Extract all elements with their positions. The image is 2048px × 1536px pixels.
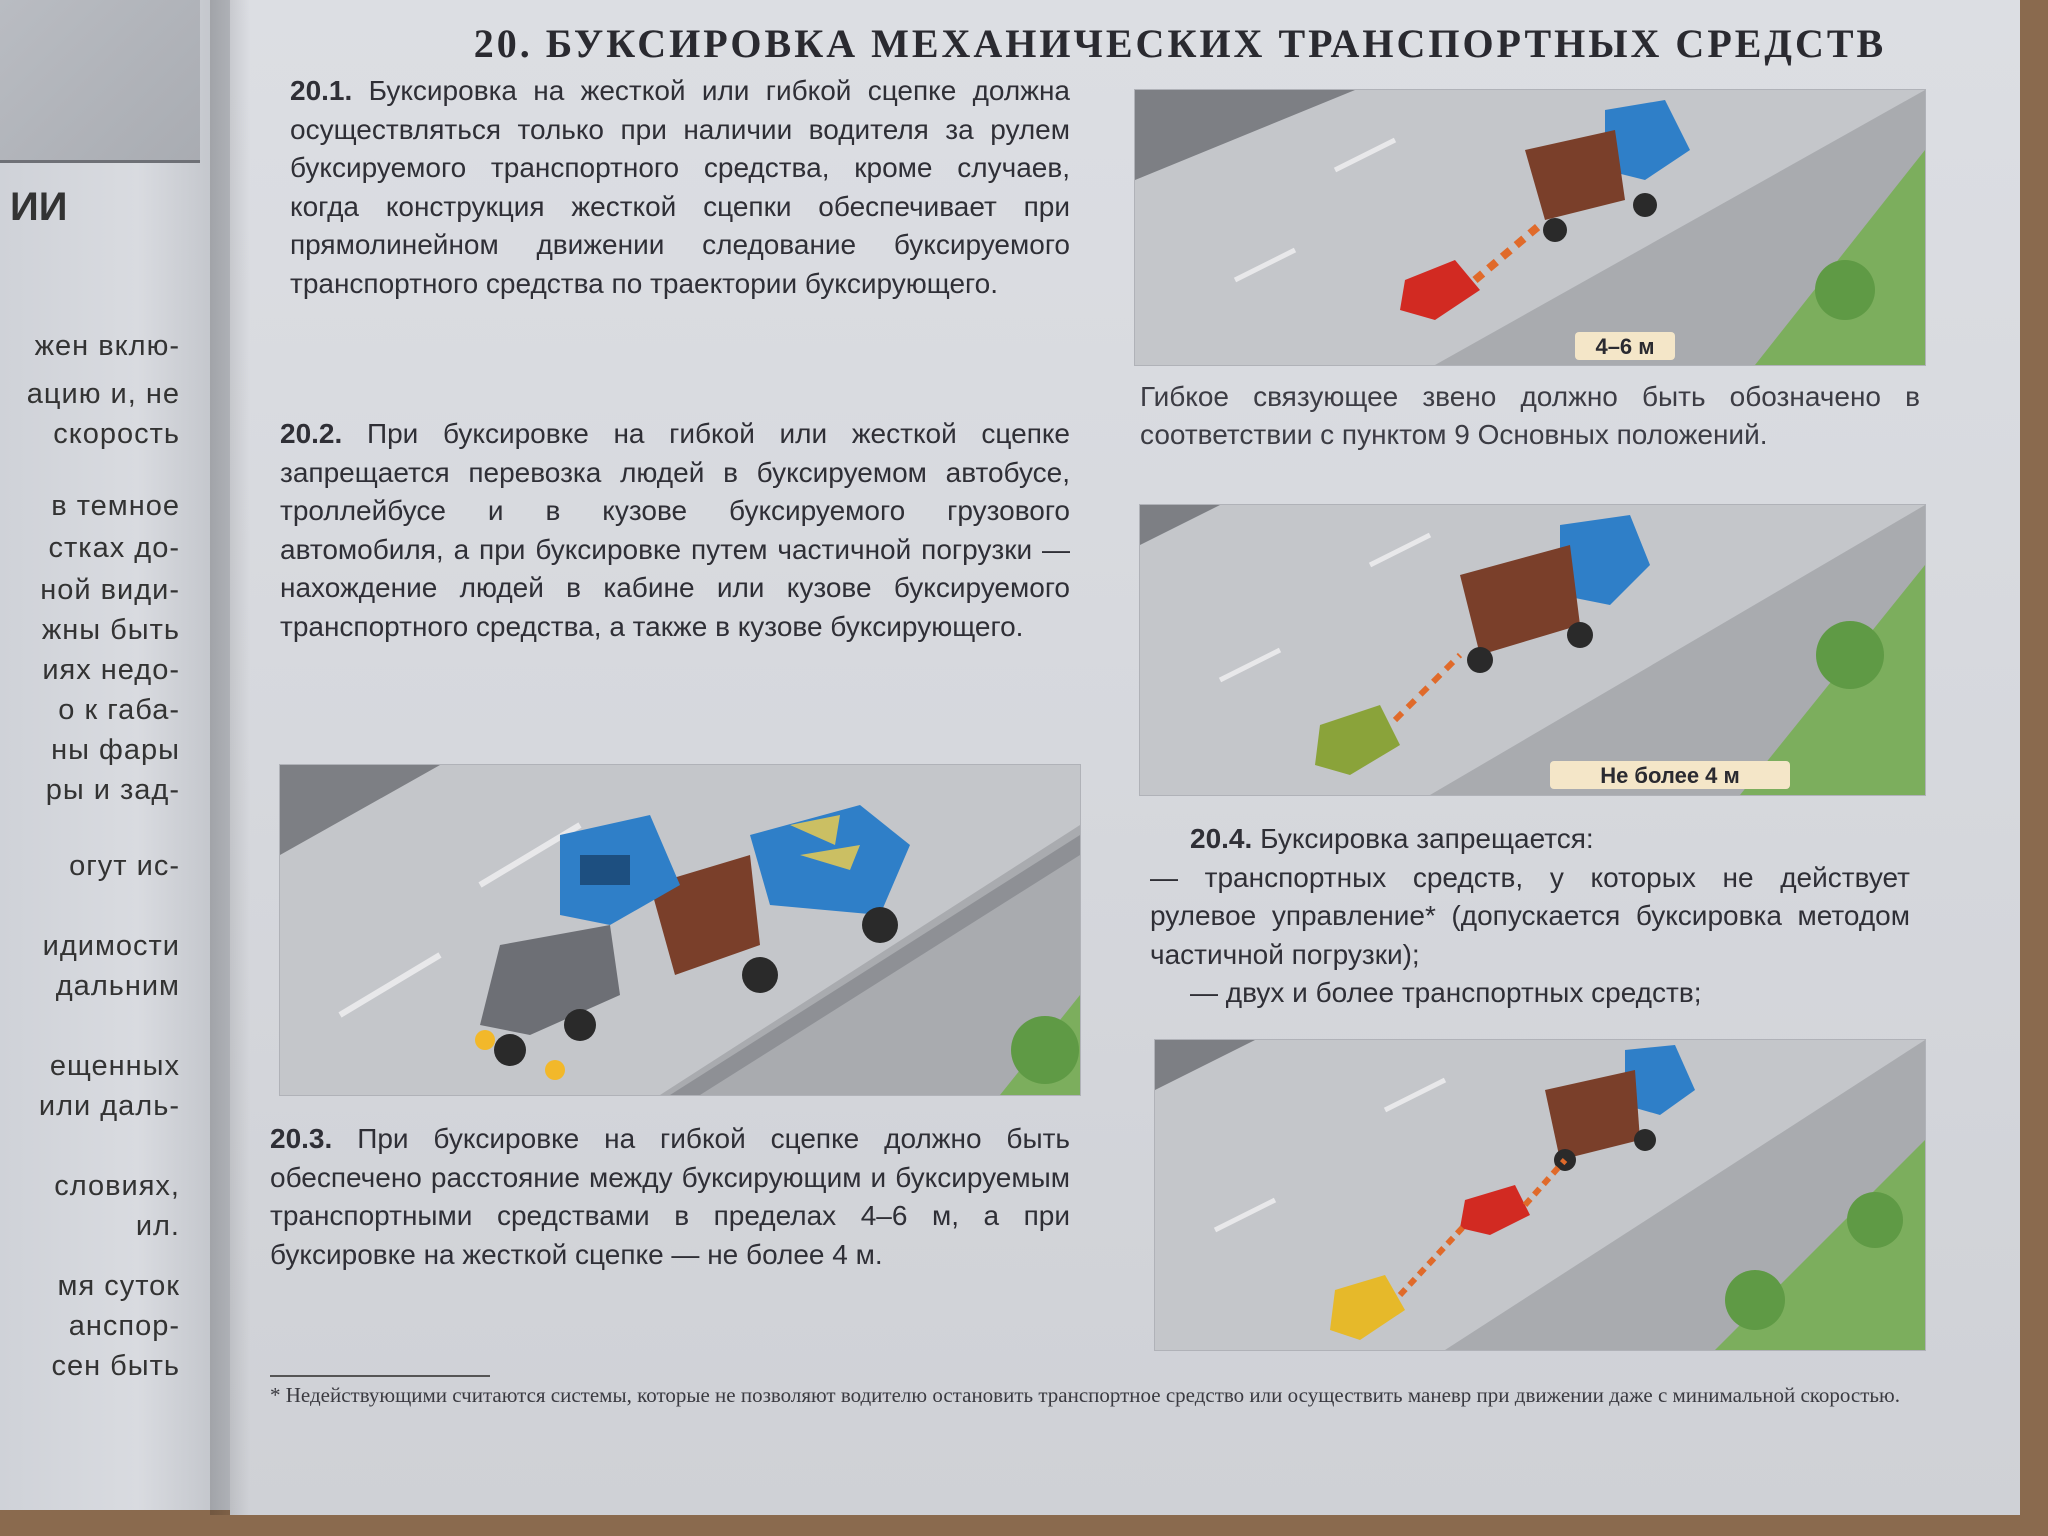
left-page-illustration	[0, 0, 200, 163]
bush	[1011, 1016, 1079, 1084]
left-line: дальним	[55, 970, 180, 1002]
page-title: 20. БУКСИРОВКА МЕХАНИЧЕСКИХ ТРАНСПОРТНЫХ СРЕДСТВ	[473, 21, 1887, 66]
illustration-double-tow	[1155, 1040, 1925, 1350]
left-line: о к габа-	[58, 694, 180, 726]
bush	[1816, 621, 1884, 689]
left-line: анспор-	[68, 1310, 180, 1342]
left-page	[0, 0, 232, 1510]
wheel	[1634, 1129, 1656, 1151]
left-line: иях недо-	[42, 654, 180, 686]
wheel	[494, 1034, 526, 1066]
left-line: ры и зад-	[45, 774, 180, 806]
left-line: ацию и, не	[26, 378, 180, 410]
hazard-light	[545, 1060, 565, 1080]
wheel	[1567, 622, 1593, 648]
section-text: Буксировка на жесткой или гибкой сцепке должна осуществляться только при наличии водителя за рулем буксируемого транспортного средства, кроме случаев, когда конструкция жесткой сцепки обеспечивает при прямолинейном движении следование буксируемого транспортного средства по траектории буксирующего.	[290, 75, 1070, 299]
wheel	[1633, 193, 1657, 217]
left-line: жны быть	[41, 614, 180, 646]
wheel	[1543, 218, 1567, 242]
left-line: ещенных	[49, 1050, 180, 1082]
left-line: словиях,	[54, 1170, 180, 1202]
wheel	[564, 1009, 596, 1041]
section-text: Буксировка запрещается:	[1260, 823, 1594, 854]
section-20-1	[290, 72, 1070, 303]
section-20-2	[280, 415, 1070, 646]
section-20-4	[1150, 820, 1910, 1013]
page-gutter	[210, 0, 250, 1515]
hazard-light	[475, 1030, 495, 1050]
illustration-partial-loading	[280, 765, 1080, 1095]
flexible-distance-label: 4–6 м	[1595, 334, 1655, 359]
left-line: ной види-	[40, 574, 180, 606]
section-20-3	[270, 1120, 1070, 1274]
left-line: жен вклю-	[34, 330, 180, 362]
section-text: При буксировке на гибкой сцепке должно быть обеспечено расстояние между буксирующим и буксируемым транспортными средствами в пределах 4–6 м, а при буксировке на жесткой сцепке — не более 4 м.	[270, 1123, 1070, 1270]
section-20-4-item-1: — транспортных средств, у которых не действует рулевое управление* (допускается буксировка методом частичной погрузки);	[1150, 861, 1910, 970]
left-line: или даль-	[38, 1090, 180, 1122]
section-text: При буксировке на гибкой или жесткой сцепке запрещается перевозка людей в буксируемом автобусе, троллейбусе и в кузове буксируемого грузового автомобиля, а при буксировке путем частичной погрузки — нахождение людей в кабине или кузове буксируемого транспортного средства, а также в кузове буксирующего.	[280, 418, 1070, 642]
double-tow-scene	[1155, 1040, 1925, 1350]
left-line: огут ис-	[69, 850, 180, 882]
right-page	[230, 0, 2020, 1515]
section-20-4-intro	[1150, 820, 1910, 859]
left-line: ны фары	[51, 734, 180, 766]
section-number: 20.3.	[270, 1123, 333, 1154]
left-line: скорость	[53, 418, 180, 450]
left-line: мя суток	[57, 1270, 180, 1302]
section-number: 20.4.	[1190, 823, 1253, 854]
bush	[1725, 1270, 1785, 1330]
illustration-flexible-tow	[1135, 90, 1925, 365]
rigid-distance-label: Не более 4 м	[1600, 763, 1740, 788]
wheel	[742, 957, 778, 993]
illustration-rigid-tow	[1140, 505, 1925, 795]
section-number: 20.1.	[290, 75, 353, 106]
left-line: в темное	[51, 490, 180, 522]
footnote: * Недействующими считаются системы, которые не позволяют водителю остановить транспортное средство или осуществить маневр при движении даже с минимальной скоростью.	[270, 1383, 1900, 1407]
rigid-tow-scene	[1140, 505, 1925, 795]
section-number: 20.2.	[280, 418, 343, 449]
left-line: стках до-	[48, 532, 180, 564]
left-line: сен быть	[51, 1350, 180, 1382]
flexible-tow-scene	[1135, 90, 1925, 365]
left-line: идимости	[42, 930, 180, 962]
flexible-link-caption: Гибкое связующее звено должно быть обозначено в соответствии с пунктом 9 Основных положений.	[1140, 381, 1920, 450]
footnote-rule	[270, 1375, 490, 1377]
towed-window	[580, 855, 630, 885]
left-page-heading: ИИ	[10, 185, 68, 229]
section-20-4-item-2: — двух и более транспортных средств;	[1190, 977, 1702, 1008]
bush	[1815, 260, 1875, 320]
wheel	[862, 907, 898, 943]
table-edge	[2020, 0, 2048, 1536]
wheel	[1467, 647, 1493, 673]
bush	[1847, 1192, 1903, 1248]
left-line: ил.	[135, 1210, 180, 1242]
partial-loading-scene	[280, 765, 1080, 1095]
